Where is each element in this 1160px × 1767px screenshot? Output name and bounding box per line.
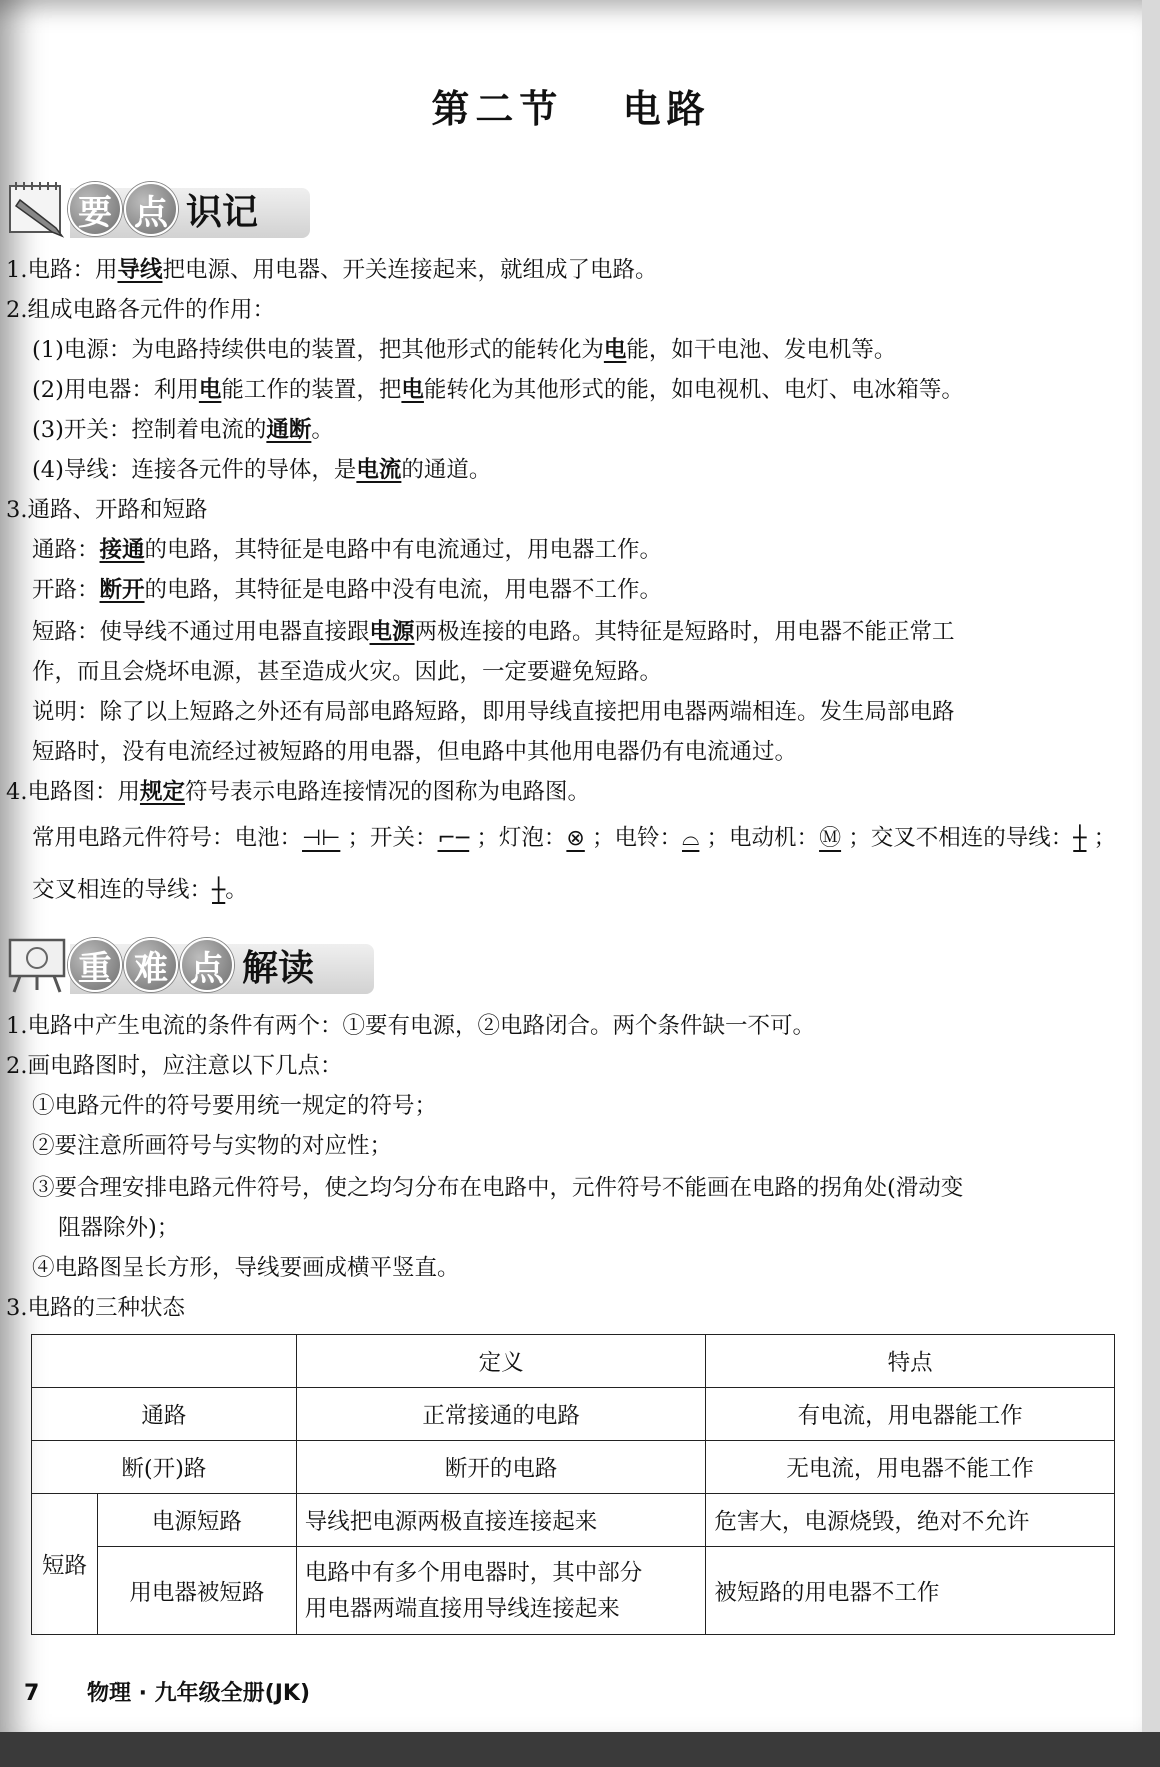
text-line: (1)电源：为电路持续供电的装置，把其他形式的能转化为电能，如干电池、发电机等。: [32, 337, 897, 363]
section-topic: 电路: [622, 87, 711, 131]
circuit-states-table: [31, 1334, 1115, 1635]
viewer-bottom-bar: [0, 1732, 1160, 1767]
table-cell: 电路中有多个用电器时，其中部分 用电器两端直接用导线连接起来: [296, 1547, 706, 1635]
page-number: 7: [24, 1681, 40, 1706]
table-header: 定义: [296, 1335, 706, 1388]
table-row: [32, 1441, 1115, 1494]
book-title: 物理 · 九年级全册(JK): [86, 1681, 311, 1706]
key-points-header: [6, 174, 302, 244]
cross-unjoined-wire-icon: ┼: [1073, 826, 1087, 851]
header-char: 难: [124, 938, 178, 992]
table-cell: 导线把电源两极直接连接起来: [296, 1494, 706, 1547]
switch-symbol-icon: ⌐─: [437, 826, 470, 851]
table-row: [32, 1335, 1115, 1388]
table-cell: 通路: [32, 1388, 297, 1441]
header-char: 点: [124, 182, 178, 236]
cross-joined-wire-icon: ┼: [212, 878, 226, 903]
text-line: (4)导线：连接各元件的导体，是电流的通道。: [32, 457, 492, 483]
motor-symbol-icon: Ⓜ: [819, 826, 842, 851]
text-line: ③要合理安排电路元件符号，使之均匀分布在电路中，元件符号不能画在电路的拐角处(滑动变: [32, 1175, 964, 1201]
section-number: 第二节: [431, 87, 564, 131]
table-cell: 正常接通的电路: [296, 1388, 706, 1441]
table-cell: 危害大，电源烧毁，绝对不允许: [706, 1494, 1115, 1547]
text-line: 3.通路、开路和短路: [6, 497, 208, 523]
text-line: ④电路图呈长方形，导线要画成横平竖直。: [32, 1255, 460, 1281]
table-cell: 无电流，用电器不能工作: [706, 1441, 1115, 1494]
text-line: 说明：除了以上短路之外还有局部电路短路，即用导线直接把用电器两端相连。发生局部电路: [32, 699, 955, 725]
header-tail: 解读: [242, 947, 315, 989]
text-line: 阻器除外)；: [58, 1215, 180, 1241]
text-line: 4.电路图：用规定符号表示电路连接情况的图称为电路图。: [6, 779, 590, 805]
table-row: [32, 1494, 1115, 1547]
text-line: 2.画电路图时，应注意以下几点：: [6, 1053, 343, 1079]
table-header: 特点: [706, 1335, 1115, 1388]
text-line: 开路：断开的电路，其特征是电路中没有电流，用电器不工作。: [32, 577, 663, 603]
text-line: 2.组成电路各元件的作用：: [6, 297, 275, 323]
text-line: ②要注意所画符号与实物的对应性；: [32, 1133, 393, 1159]
text-line: (2)用电器：利用电能工作的装置，把电能转化为其他形式的能，如电视机、电灯、电冰箱等。: [32, 377, 964, 403]
symbol-line: 交叉相连的导线：┼。: [32, 877, 248, 903]
table-cell: 被短路的用电器不工作: [706, 1547, 1115, 1635]
table-row: [32, 1388, 1115, 1441]
table-cell: 短路: [32, 1494, 98, 1635]
text-line: (3)开关：控制着电流的通断。: [32, 417, 334, 443]
header-char: 重: [68, 938, 122, 992]
text-line: 短路时，没有电流经过被短路的用电器，但电路中其他用电器仍有电流通过。: [32, 739, 798, 765]
text-line: 1.电路中产生电流的条件有两个：①要有电源，②电路闭合。两个条件缺一不可。: [6, 1013, 815, 1039]
page-edge: [1142, 0, 1160, 1732]
bell-symbol-icon: ⌓: [681, 826, 700, 851]
section-title: [0, 78, 1142, 133]
battery-symbol-icon: ⊣⊢: [302, 826, 341, 851]
notepad-pencil-icon: [6, 178, 68, 240]
table-cell: 断开的电路: [296, 1441, 706, 1494]
text-line: 3.电路的三种状态: [6, 1295, 185, 1321]
page-footer: [24, 1676, 310, 1707]
text-line: 短路：使导线不通过用电器直接跟电源两极连接的电路。其特征是短路时，用电器不能正常工: [32, 619, 955, 645]
presentation-board-icon: [6, 934, 68, 996]
header-char: 要: [68, 182, 122, 236]
table-cell: 断(开)路: [32, 1441, 297, 1494]
text-line: ①电路元件的符号要用统一规定的符号；: [32, 1093, 438, 1119]
text-line: 作，而且会烧坏电源，甚至造成火灾。因此，一定要避免短路。: [32, 659, 663, 685]
text-line: 1.电路：用导线把电源、用电器、开关连接起来，就组成了电路。: [6, 257, 658, 283]
header-char: 点: [180, 938, 234, 992]
table-cell: 电源短路: [97, 1494, 296, 1547]
text-line: 通路：接通的电路，其特征是电路中有电流通过，用电器工作。: [32, 537, 663, 563]
difficult-points-header: [6, 930, 366, 1000]
header-tail: 识记: [186, 191, 259, 233]
symbol-line: 常用电路元件符号：电池：⊣⊢ ；开关：⌐─ ；灯泡：⊗ ；电铃：⌓ ；电动机：Ⓜ ；交叉不相连的导线：┼ ；: [32, 825, 1117, 851]
bulb-symbol-icon: ⊗: [566, 826, 585, 851]
table-cell: 用电器被短路: [97, 1547, 296, 1635]
table-row: [32, 1547, 1115, 1635]
table-cell: 有电流，用电器能工作: [706, 1388, 1115, 1441]
